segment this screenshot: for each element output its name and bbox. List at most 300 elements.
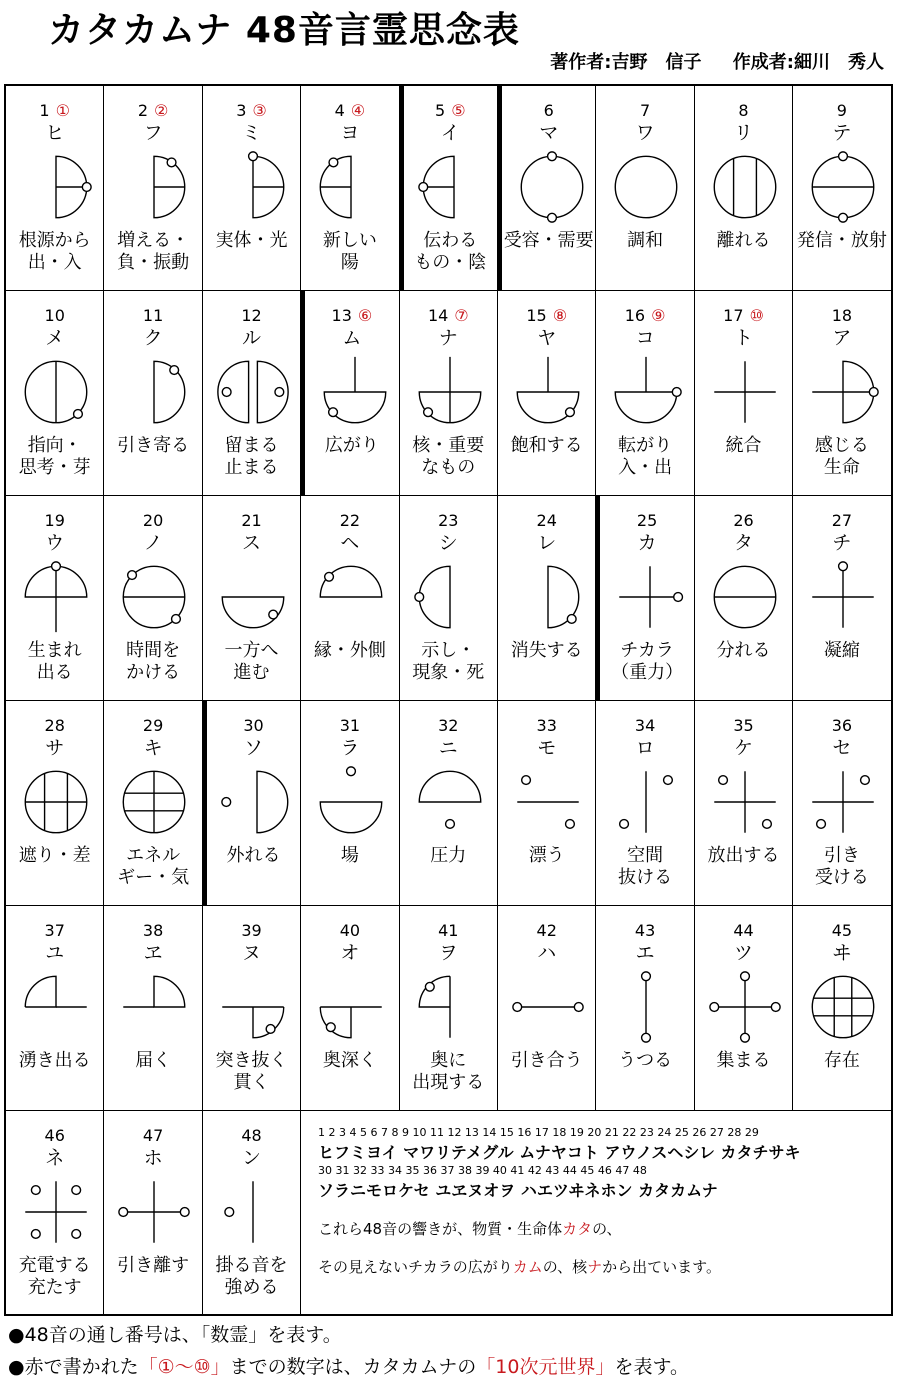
page-title: カタカムナ 48音言霊思念表 xyxy=(48,10,520,51)
serial-number: 12 xyxy=(241,306,262,325)
sound-cell-7 xyxy=(596,86,694,291)
cell-meaning: 奥深く xyxy=(322,1050,377,1071)
serial-number: 25 xyxy=(636,511,658,530)
cell-number xyxy=(400,921,497,941)
dimension-number: ① xyxy=(55,101,70,120)
cell-meaning: 空間 抜ける xyxy=(618,845,673,888)
sound-cell-15 xyxy=(498,291,596,496)
sound-cell-45 xyxy=(793,906,891,1111)
cell-number xyxy=(400,306,497,326)
symbol-hi-icon xyxy=(20,142,92,232)
serial-number: 24 xyxy=(536,511,557,530)
symbol-shi-icon xyxy=(414,552,486,642)
sound-cell-46 xyxy=(6,1111,104,1316)
cell-number xyxy=(203,511,300,531)
sound-cell-35 xyxy=(695,701,793,906)
serial-number: 26 xyxy=(733,511,754,530)
cell-kana: ヒ xyxy=(45,122,65,144)
symbol-ha-icon xyxy=(512,962,584,1052)
cell-kana: ア xyxy=(832,327,852,349)
cell-kana: リ xyxy=(733,122,753,144)
symbol-ro-icon xyxy=(610,757,682,847)
serial-number: 32 xyxy=(438,716,459,735)
cell-number xyxy=(305,306,398,326)
sound-cell-14 xyxy=(400,291,498,496)
symbol-ra-icon xyxy=(315,757,387,847)
cell-number xyxy=(203,306,300,326)
serial-number: 43 xyxy=(634,921,656,940)
cell-meaning: 統合 xyxy=(725,435,762,456)
symbol-we-icon xyxy=(118,962,190,1052)
cell-meaning: 存在 xyxy=(823,1050,860,1071)
serial-number: 4 xyxy=(334,101,345,120)
sound-cell-6 xyxy=(498,86,596,291)
dimension-number: ⑥ xyxy=(357,306,373,325)
sound-cell-41 xyxy=(400,906,498,1111)
sound-cell-24 xyxy=(498,496,596,701)
sentence-text: の、 xyxy=(592,1220,622,1238)
sound-cell-12 xyxy=(203,291,301,496)
sound-cell-32 xyxy=(400,701,498,906)
sound-cell-2 xyxy=(104,86,202,291)
cell-meaning: 増える・ 負・振動 xyxy=(117,230,190,273)
sentence-text: から出ています。 xyxy=(602,1258,721,1276)
cell-meaning: 放出する xyxy=(707,845,780,866)
serial-number: 1 xyxy=(39,101,50,120)
cell-number xyxy=(104,716,201,736)
serial-number: 33 xyxy=(536,716,557,735)
symbol-sa-icon xyxy=(20,757,92,847)
cell-number xyxy=(793,716,890,736)
sound-cell-9 xyxy=(793,86,891,291)
cell-number xyxy=(502,101,595,121)
cell-meaning: 届く xyxy=(135,1050,172,1071)
symbol-ri-icon xyxy=(709,142,781,232)
symbol-te-icon xyxy=(807,142,879,232)
cell-number xyxy=(104,921,201,941)
symbol-su-icon xyxy=(217,552,289,642)
cell-number xyxy=(793,921,890,941)
dimension-number: ⑦ xyxy=(454,306,469,325)
cell-number xyxy=(6,101,103,121)
cell-number xyxy=(400,716,497,736)
serial-number: 8 xyxy=(738,101,749,120)
cell-number xyxy=(203,921,300,941)
cell-number xyxy=(301,716,398,736)
symbol-ku-icon xyxy=(118,347,190,437)
sound-cell-8 xyxy=(695,86,793,291)
serial-number: 21 xyxy=(241,511,262,530)
cell-number xyxy=(498,921,595,941)
cell-kana: ソ xyxy=(243,737,263,759)
cell-meaning: 留まる 止まる xyxy=(224,435,279,478)
cell-kana: ト xyxy=(733,327,753,349)
cell-kana: タ xyxy=(733,532,753,554)
symbol-u-icon xyxy=(20,552,92,642)
cell-number xyxy=(6,306,103,326)
symbol-a-icon xyxy=(807,347,879,437)
cell-kana: チ xyxy=(832,532,852,554)
cell-number xyxy=(498,511,595,531)
symbol-na-icon xyxy=(414,347,486,437)
serial-number: 45 xyxy=(831,921,853,940)
sound-cell-4 xyxy=(301,86,399,291)
symbol-ta-icon xyxy=(709,552,781,642)
cell-meaning: 消失する xyxy=(510,640,583,661)
cell-kana: イ xyxy=(440,122,460,144)
symbol-fu-icon xyxy=(118,142,190,232)
cell-number xyxy=(498,716,595,736)
symbol-ke-icon xyxy=(709,757,781,847)
cell-number xyxy=(104,1126,201,1146)
sound-cell-22 xyxy=(301,496,399,701)
cell-meaning: 根源から 出・入 xyxy=(18,230,91,273)
cell-meaning: 生まれ 出る xyxy=(27,640,82,683)
cell-meaning: 受容・需要 xyxy=(503,230,594,251)
sound-cell-1 xyxy=(6,86,104,291)
symbol-chi-icon xyxy=(807,552,879,642)
symbol-se-icon xyxy=(807,757,879,847)
serial-number: 18 xyxy=(831,306,853,325)
cell-kana: ウ xyxy=(45,532,65,554)
dimension-number: ⑨ xyxy=(651,306,666,325)
symbol-ya-icon xyxy=(512,347,584,437)
cell-kana: ヲ xyxy=(438,942,458,964)
symbol-i-icon xyxy=(418,142,490,232)
serial-number: 11 xyxy=(142,306,164,325)
legend-sentence-2 xyxy=(318,1256,721,1277)
serial-number: 46 xyxy=(44,1126,65,1145)
cell-meaning: 漂う xyxy=(528,845,565,866)
cell-number xyxy=(301,101,398,121)
cell-kana: ミ xyxy=(241,122,261,144)
sound-cell-39 xyxy=(203,906,301,1111)
cell-kana: ヘ xyxy=(340,532,360,554)
sound-cell-16 xyxy=(596,291,694,496)
sound-cell-43 xyxy=(596,906,694,1111)
cell-meaning: 感じる 生命 xyxy=(814,435,869,478)
dimension-number: ⑧ xyxy=(552,306,568,325)
sound-cell-19 xyxy=(6,496,104,701)
cell-number xyxy=(203,1126,300,1146)
serial-number: 23 xyxy=(438,511,459,530)
cell-number xyxy=(695,921,792,941)
cell-meaning: 引き 受ける xyxy=(814,845,869,888)
serial-number: 14 xyxy=(427,306,449,325)
symbol-re-icon xyxy=(512,552,584,642)
symbol-tsu-icon xyxy=(709,962,781,1052)
sound-cell-25 xyxy=(596,496,694,701)
cell-meaning: 一方へ 進む xyxy=(224,640,279,683)
cell-number xyxy=(596,716,693,736)
footnote-text: までの数字は、カタカムナの xyxy=(229,1356,477,1378)
cell-number xyxy=(207,716,300,736)
cell-kana: ス xyxy=(241,532,261,554)
cell-number xyxy=(498,306,595,326)
serial-number: 15 xyxy=(526,306,547,325)
symbol-he-icon xyxy=(315,552,387,642)
symbol-nu-icon xyxy=(217,962,289,1052)
cell-number xyxy=(404,101,497,121)
cell-kana: ム xyxy=(342,327,362,349)
cell-number xyxy=(104,101,201,121)
dimension-number: ③ xyxy=(252,101,267,120)
cell-number xyxy=(793,306,890,326)
serial-number: 44 xyxy=(733,921,754,940)
serial-number: 3 xyxy=(236,101,247,120)
cell-meaning: 突き抜く 貫く xyxy=(215,1050,288,1093)
cell-number xyxy=(793,101,890,121)
symbol-to-icon xyxy=(709,347,781,437)
serial-number: 9 xyxy=(836,101,847,120)
symbol-wo-icon xyxy=(414,962,486,1052)
symbol-ni-icon xyxy=(414,757,486,847)
cell-kana: オ xyxy=(340,942,360,964)
footnote-red-range: 「①～⑩」 xyxy=(138,1356,230,1378)
serial-number: 22 xyxy=(339,511,361,530)
sound-table xyxy=(4,84,893,1316)
sound-cell-42 xyxy=(498,906,596,1111)
cell-kana: マ xyxy=(539,122,559,144)
serial-number: 41 xyxy=(438,921,459,940)
cell-meaning: 発信・放射 xyxy=(796,230,887,251)
cell-meaning: 場 xyxy=(340,845,359,866)
serial-number: 19 xyxy=(44,511,65,530)
cell-meaning: チカラ （重力） xyxy=(611,640,684,683)
cell-number xyxy=(596,101,693,121)
cell-meaning: 遮り・差 xyxy=(18,845,91,866)
sound-cell-21 xyxy=(203,496,301,701)
sound-cell-40 xyxy=(301,906,399,1111)
serial-number: 37 xyxy=(44,921,65,940)
cell-kana: ラ xyxy=(340,737,360,759)
cell-meaning: 調和 xyxy=(627,230,664,251)
legend-numbers-2: 30 31 32 33 34 35 36 37 38 39 40 41 42 43 44 45 46 47 48 xyxy=(318,1164,647,1177)
cell-meaning: 離れる xyxy=(716,230,771,251)
sound-cell-18 xyxy=(793,291,891,496)
serial-number: 2 xyxy=(137,101,148,120)
sentence-text: その見えないチカラの広がり xyxy=(318,1258,513,1276)
serial-number: 7 xyxy=(639,101,651,120)
symbol-n-icon xyxy=(217,1167,289,1257)
symbol-ko-icon xyxy=(610,347,682,437)
cell-kana: ヱ xyxy=(143,942,163,964)
cell-kana: サ xyxy=(45,737,65,759)
sound-cell-11 xyxy=(104,291,202,496)
cell-kana: ナ xyxy=(438,327,458,349)
cell-meaning: うつる xyxy=(618,1050,673,1071)
cell-meaning: 湧き出る xyxy=(18,1050,91,1071)
symbol-ho-icon xyxy=(118,1167,190,1257)
cell-meaning: 圧力 xyxy=(430,845,467,866)
sound-cell-36 xyxy=(793,701,891,906)
symbol-yo-icon xyxy=(315,142,387,232)
cell-kana: ツ xyxy=(733,942,753,964)
cell-number xyxy=(6,511,103,531)
cell-kana: ヌ xyxy=(241,942,261,964)
symbol-mo-icon xyxy=(512,757,584,847)
serial-number: 5 xyxy=(435,101,446,120)
cell-number xyxy=(400,511,497,531)
sentence-text: これら48音の響きが、物質・生命体 xyxy=(318,1220,563,1238)
cell-number xyxy=(596,921,693,941)
serial-number: 36 xyxy=(831,716,853,735)
creator-credit: 作成者:細川 秀人 xyxy=(732,52,884,73)
serial-number: 29 xyxy=(142,716,164,735)
cell-kana: ヨ xyxy=(340,122,360,144)
cell-kana: メ xyxy=(45,327,65,349)
cell-kana: ワ xyxy=(635,122,655,144)
author-credit: 著作者:吉野 信子 xyxy=(550,52,702,73)
cell-number xyxy=(301,511,398,531)
serial-number: 17 xyxy=(723,306,744,325)
footnote-red-world: 「10次元世界」 xyxy=(476,1356,615,1378)
cell-number xyxy=(301,921,398,941)
symbol-mu-icon xyxy=(319,347,391,437)
cell-kana: シ xyxy=(438,532,458,554)
symbol-me-icon xyxy=(20,347,92,437)
cell-meaning: エネル ギー・気 xyxy=(117,845,190,888)
cell-meaning: 示し・ 現象・死 xyxy=(412,640,485,683)
sound-cell-48 xyxy=(203,1111,301,1316)
symbol-ne-icon xyxy=(20,1167,92,1257)
sound-cell-37 xyxy=(6,906,104,1111)
legend-kana-1: ヒフミヨイ マワリテメグル ムナヤコト アウノスヘシレ カタチサキ xyxy=(318,1143,801,1162)
dimension-number: ⑤ xyxy=(451,101,466,120)
cell-meaning: 掛る音を 強める xyxy=(215,1255,288,1298)
symbol-no-icon xyxy=(118,552,190,642)
serial-number: 30 xyxy=(243,716,264,735)
sound-cell-13 xyxy=(301,291,399,496)
cell-meaning: 時間を かける xyxy=(126,640,181,683)
dimension-number: ④ xyxy=(350,101,366,120)
cell-meaning: 凝縮 xyxy=(823,640,860,661)
serial-number: 20 xyxy=(142,511,164,530)
serial-number: 35 xyxy=(733,716,754,735)
cell-kana: ケ xyxy=(733,737,753,759)
sound-cell-44 xyxy=(695,906,793,1111)
serial-number: 47 xyxy=(142,1126,164,1145)
sentence-red-na: ナ xyxy=(587,1258,603,1276)
cell-kana: キ xyxy=(143,737,163,759)
cell-kana: ハ xyxy=(537,942,557,964)
serial-number: 48 xyxy=(241,1126,262,1145)
sound-cell-47 xyxy=(104,1111,202,1316)
cell-meaning: 転がり 入・出 xyxy=(618,435,673,478)
cell-meaning: 飽和する xyxy=(510,435,583,456)
cell-kana: コ xyxy=(635,327,655,349)
serial-number: 42 xyxy=(536,921,557,940)
symbol-so-icon xyxy=(221,757,293,847)
cell-kana: モ xyxy=(537,737,557,759)
cell-kana: セ xyxy=(832,737,852,759)
cell-number xyxy=(6,716,103,736)
symbol-ki-icon xyxy=(118,757,190,847)
cell-kana: ニ xyxy=(438,737,458,759)
symbol-ma-icon xyxy=(516,142,588,232)
serial-number: 27 xyxy=(831,511,853,530)
symbol-mi-icon xyxy=(217,142,289,232)
cell-number xyxy=(6,921,103,941)
cell-meaning: 奥に 出現する xyxy=(412,1050,485,1093)
cell-meaning: 集まる xyxy=(716,1050,771,1071)
serial-number: 39 xyxy=(241,921,262,940)
sound-cell-10 xyxy=(6,291,104,496)
cell-number xyxy=(596,306,693,326)
cell-meaning: 伝わる もの・陰 xyxy=(414,230,487,273)
symbol-yu-icon xyxy=(20,962,92,1052)
legend-numbers-1: 1 2 3 4 5 6 7 8 9 10 11 12 13 14 15 16 17 18 19 20 21 22 23 24 25 26 27 28 29 xyxy=(318,1126,759,1139)
cell-number xyxy=(695,511,792,531)
legend-sentence-1 xyxy=(318,1218,622,1239)
cell-meaning: 分れる xyxy=(716,640,771,661)
cell-kana: レ xyxy=(537,532,557,554)
legend xyxy=(304,1112,893,1314)
cell-kana: ホ xyxy=(143,1147,163,1169)
serial-number: 28 xyxy=(44,716,65,735)
symbol-wa-icon xyxy=(610,142,682,232)
cell-kana: ロ xyxy=(635,737,655,759)
serial-number: 10 xyxy=(44,306,65,325)
sound-cell-30 xyxy=(203,701,301,906)
sound-cell-20 xyxy=(104,496,202,701)
cell-kana: ヤ xyxy=(537,327,557,349)
symbol-o-icon xyxy=(315,962,387,1052)
sound-cell-34 xyxy=(596,701,694,906)
cell-number xyxy=(104,511,201,531)
sound-cell-28 xyxy=(6,701,104,906)
cell-kana: ク xyxy=(143,327,163,349)
serial-number: 40 xyxy=(339,921,361,940)
footnote-text: を表す。 xyxy=(614,1356,689,1378)
symbol-wi-icon xyxy=(807,962,879,1052)
serial-number: 13 xyxy=(331,306,352,325)
cell-kana: テ xyxy=(832,122,852,144)
cell-number xyxy=(793,511,890,531)
symbol-ru-icon xyxy=(217,347,289,437)
cell-meaning: 引き寄る xyxy=(117,435,190,456)
cell-kana: カ xyxy=(637,532,657,554)
sound-cell-33 xyxy=(498,701,596,906)
cell-kana: ヰ xyxy=(832,942,852,964)
cell-kana: ル xyxy=(241,327,261,349)
serial-number: 38 xyxy=(142,921,164,940)
symbol-ka-icon xyxy=(614,552,686,642)
sound-cell-31 xyxy=(301,701,399,906)
cell-number xyxy=(203,101,300,121)
cell-number xyxy=(695,716,792,736)
cell-number xyxy=(695,306,792,326)
sentence-text: の、核 xyxy=(542,1258,588,1276)
sound-cell-38 xyxy=(104,906,202,1111)
cell-number xyxy=(695,101,792,121)
sentence-red-kamu: カム xyxy=(512,1258,543,1276)
symbol-e-icon xyxy=(610,962,682,1052)
cell-meaning: 広がり xyxy=(324,435,379,456)
sound-cell-26 xyxy=(695,496,793,701)
cell-kana: ノ xyxy=(143,532,163,554)
cell-meaning: 外れる xyxy=(226,845,281,866)
sound-cell-5 xyxy=(400,86,498,291)
cell-kana: フ xyxy=(143,122,163,144)
cell-kana: ユ xyxy=(45,942,65,964)
cell-meaning: 実体・光 xyxy=(215,230,288,251)
cell-kana: ン xyxy=(241,1147,261,1169)
sound-cell-23 xyxy=(400,496,498,701)
cell-kana: ネ xyxy=(45,1147,65,1169)
dimension-number: ⑩ xyxy=(749,306,764,325)
serial-number: 16 xyxy=(624,306,646,325)
